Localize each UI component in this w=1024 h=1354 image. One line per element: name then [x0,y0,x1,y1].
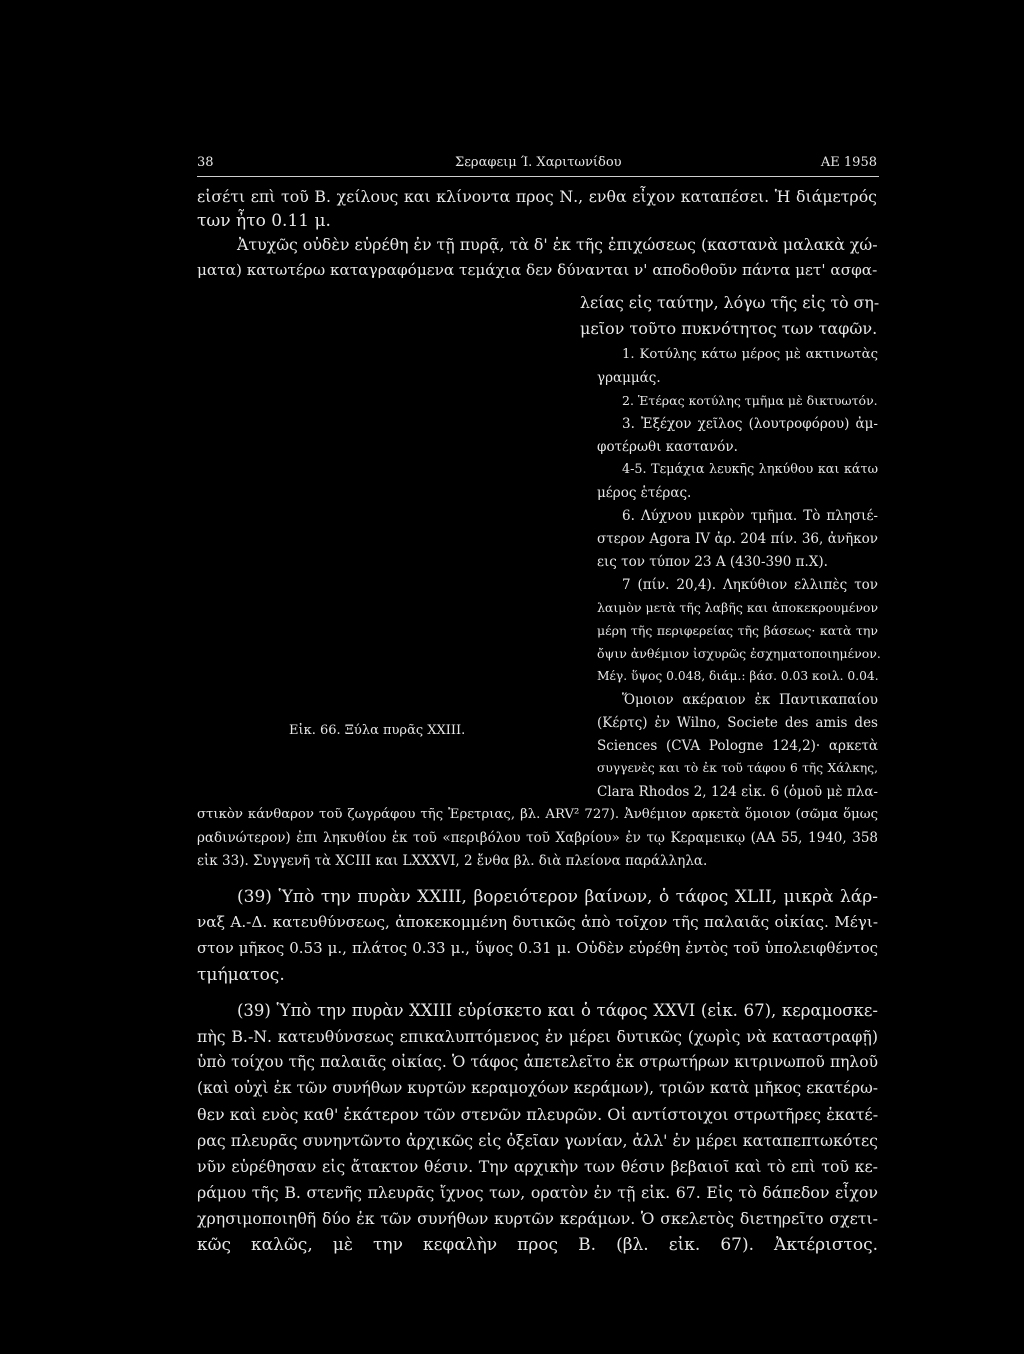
body-line: χρησιμοποιηθῆ δύο ἐκ τῶν συνήθων κυρτῶν κεράμων. Ὁ σκελετὸς διετηρεῖτο σχετι- [197,1209,878,1228]
body-line: κῶς καλῶς, μὲ την κεφαλὴν προς Β. (βλ. εἰκ. 67). Ἀκτέριστος. [197,1235,878,1255]
caption-line: εις τον τύπον 23 Α (430-390 π.Χ). [597,554,828,570]
caption-line: φοτέρωθι καστανόν. [597,439,738,455]
body-line: (καὶ οὐχὶ ἐκ τῶν συνήθων κυρτῶν κεραμοχόων κεράμων), τριῶν κατὰ μῆκος εκατέρω- [197,1079,878,1097]
caption-line: ὄψιν ἀνθέμιον ἰσχυρῶς ἐσχηματοποιημένον. [597,646,881,661]
caption-line: 1. Κοτύλης κάτω μέρος μὲ ακτινωτὰς [622,347,878,362]
body-line: των ἦτο 0.11 μ. [197,211,331,231]
header-rule [197,176,879,177]
caption-line: μέρος ἑτέρας. [597,485,692,501]
body-line: (39) Ὑπὸ την πυρὰν XXIII, βορειότερον βαίνων, ὁ τάφος XLII, μικρὰ λάρ- [237,887,878,907]
caption-line: εἰκ 33). Συγγενῆ τὰ XCIII και LXXXVI, 2 ἔνθα βλ. διὰ πλείονα παράλληλα. [197,853,708,869]
caption-line: στερον Agora IV ἀρ. 204 πίν. 36, ἀνῆκον [597,531,878,547]
caption-line: γραμμάς. [597,370,661,386]
caption-line: Sciences (CVA Pologne 124,2)· αρκετὰ [597,738,878,754]
body-line: ράμου τῆς Β. στενῆς πλευρᾶς ἴχνος των, ορατὸν ἐν τῇ εἰκ. 67. Εἰς τὸ δάπεδον εἶχον [197,1183,878,1202]
running-header [197,155,877,177]
caption-line: 4-5. Τεμάχια λευκῆς ληκύθου και κάτω [622,462,878,477]
page-number: 38 [197,155,214,170]
body-line: εἰσέτι επὶ τοῦ Β. χείλους και κλίνοντα προς Ν., ενθα εἶχον καταπέσει. Ἡ διάμετρός [197,187,877,206]
caption-line: μέρη τῆς περιφερείας τῆς βάσεως· κατὰ την [597,623,878,638]
caption-line: Μέγ. ὕψος 0.048, διάμ.: βάσ. 0.03 κοιλ. 0.04. [597,669,879,683]
journal-reference: ΑΕ 1958 [820,155,877,170]
caption-line: λαιμὸν μετὰ τῆς λαβῆς και ἀποκεκρουμένον [597,600,879,615]
caption-line: στικὸν κάνθαρον τοῦ ζωγράφου τῆς Ἐρετριας, βλ. ARV² 727). Ἀνθέμιον αρκετὰ ὅμοιον (σῶμα ὅμως [197,807,878,822]
caption-line: συγγενὲς και τὸ ἐκ τοῦ τάφου 6 τῆς Χάλκης, [597,761,878,775]
body-line: ναξ Α.-Δ. κατευθύνσεως, ἀποκεκομμένη δυτικῶς ἀπὸ τοῖχον τῆς παλαιᾶς οἰκίας. Μέγι- [197,913,878,931]
caption-line: 7 (πίν. 20,4). Ληκύθιον ελλιπὲς τον [622,577,878,593]
caption-line: ραδινώτερον) ἐπι ληκυθίου ἐκ τοῦ «περιβόλου τοῦ Χαβρίου» ἐν τῳ Κεραμεικῳ (ΑΑ 55, 1940, 358 [197,830,878,846]
caption-line: 2. Ἑτέρας κοτύλης τμῆμα μὲ δικτυωτόν. [622,393,878,408]
caption-line: (Κέρτς) ἐν Wilno, Societe des amis des [597,715,878,731]
running-title: Σεραφειμ Ί. Χαριτωνίδου [455,155,622,170]
figure-label: Εἰκ. 66. Ξύλα πυρᾶς XXIII. [289,723,466,738]
body-line: ὑπὸ τοίχου τῆς παλαιᾶς οἰκίας. Ὁ τάφος ἀπετελεῖτο ἐκ στρωτήρων κιτρινωποῦ πηλοῦ [197,1053,878,1071]
body-line: νῦν εὑρέθησαν εἰς ἄτακτον θέσιν. Την αρχικὴν των θέσιν βεβαιοῖ καὶ τὸ επὶ τοῦ κε- [197,1157,878,1176]
body-line: Ἀτυχῶς οὐδὲν εὑρέθη ἐν τῇ πυρᾷ, τὰ δ' ἐκ τῆς ἐπιχώσεως (καστανὰ μαλακὰ χώ- [237,235,878,254]
body-line: θεν καὶ ενὸς καθ' ἑκάτερον τῶν στενῶν πλευρῶν. Οἱ αντίστοιχοι στρωτῆρες ἑκατέ- [197,1105,879,1124]
body-line: μεῖον τοῦτο πυκνότητος των ταφῶν. [580,319,878,338]
body-line: τμήματος. [197,965,285,985]
body-line: πὴς Β.-Ν. κατευθύνσεως επικαλυπτόμενος ἐν μέρει δυτικῶς (χωρὶς νὰ καταστραφῇ) [197,1027,878,1046]
caption-line: 3. Ἐξέχον χεῖλος (λουτροφόρου) ἀμ- [622,416,878,432]
body-line: ρας πλευρᾶς συνηντῶντο ἀρχικῶς εἰς ὀξεῖαν γωνίαν, ἀλλ' ἐν μέρει καταπεπτωκότες [197,1131,878,1150]
body-line: ματα) κατωτέρω καταγραφόμενα τεμάχια δεν δύνανται ν' αποδοθοῦν πάντα μετ' ασφα- [197,261,878,279]
body-line: λείας εἰς ταύτην, λόγω τῆς εἰς τὸ ση- [580,293,880,312]
caption-line: 6. Λύχνου μικρὸν τμῆμα. Τὸ πλησιέ- [622,508,878,524]
body-line: (39) Ὑπὸ την πυρὰν XXIII εὑρίσκετο και ὁ τάφος XXVI (εἰκ. 67), κεραμοσκε- [237,1001,878,1020]
body-line: στον μῆκος 0.53 μ., πλάτος 0.33 μ., ὕψος 0.31 μ. Οὐδὲν εὑρέθη ἐντὸς τοῦ ὑπολειφθέντος [197,939,878,957]
caption-line: Ὅμοιον ακέραιον ἐκ Παντικαπαίου [622,692,878,708]
caption-line: Clara Rhodos 2, 124 εἰκ. 6 (ὁμοῦ μὲ πλα- [597,784,878,800]
